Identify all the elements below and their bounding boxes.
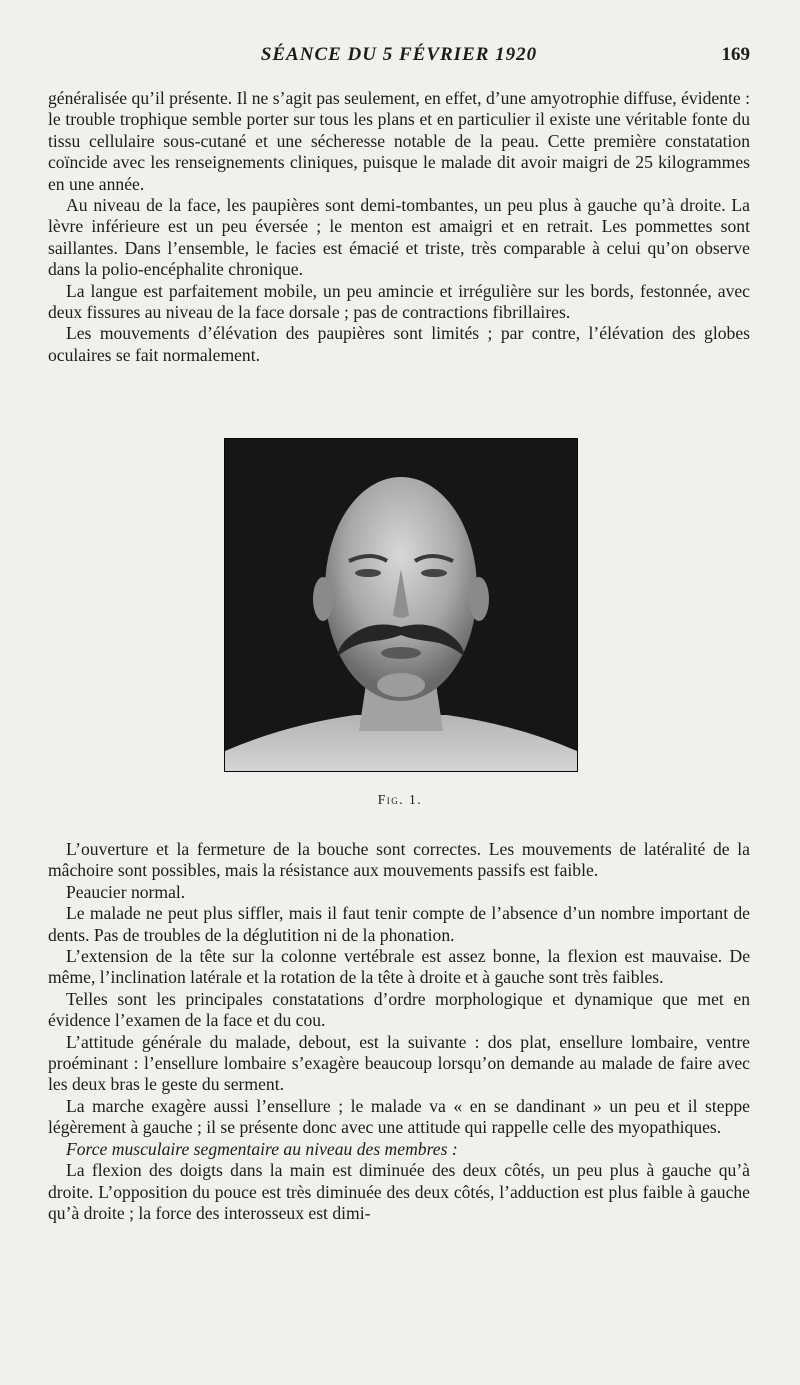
body-text-bottom [48, 839, 750, 1224]
running-title: SÉANCE DU 5 FÉVRIER 1920 [260, 44, 538, 65]
page-number: 169 [721, 44, 750, 65]
paragraph: Le malade ne peut plus siffler, mais il faut tenir compte de l’absence d’un nombre important de dents. Pas de troubles de la déglutition ni de la phonation. [48, 903, 750, 945]
paragraph: Telles sont les principales constatations d’ordre morphologique et dynamique que met en évidence l’examen de la face et du cou. [48, 988, 750, 1031]
paragraph: La langue est parfaitement mobile, un peu amincie et irrégulière sur les bords, festonnée, avec deux fissures au niveau de la face dorsale ; pas de contractions fibrillaires. [48, 280, 750, 323]
paragraph: L’extension de la tête sur la colonne vertébrale est assez bonne, la flexion est mauvaise. De même, l’inclination latérale et la rotation de la tête à droite et à gauche sont très faibles. [48, 946, 750, 988]
paragraph: La flexion des doigts dans la main est diminuée des deux côtés, un peu plus à gauche qu’à droite. L’opposition du pouce est très diminuée des deux côtés, l’adduction est plus faible à gauche qu’à droite ; la force des interosseux est dimi- [48, 1160, 750, 1223]
paragraph: généralisée qu’il présente. Il ne s’agit pas seulement, en effet, d’une amyotrophie diffuse, évidente : le trouble trophique semble porter sur tous les plans et en particulier il existe une véritable fonte du tissu cellulaire sous-cutané et une sécheresse notable de la peau. Cette première constatation coïncide avec les renseignements cliniques, puisque le malade dit avoir maigri de 25 kilogrammes en une année. [48, 88, 750, 194]
paragraph: L’ouverture et la fermeture de la bouche sont correctes. Les mouvements de latéralité de la mâchoire sont possibles, mais la résistance aux mouvements passifs est faible. [48, 839, 750, 881]
figure-1-photo [224, 438, 578, 772]
paragraph: L’attitude générale du malade, debout, est la suivante : dos plat, ensellure lombaire, ventre proéminant : l’ensellure lombaire s’exagère beaucoup lorsqu’on demande au malade de faire avec les deux bras le geste du serment. [48, 1031, 750, 1095]
page-header [48, 44, 750, 72]
body-text-top [48, 88, 750, 366]
paragraph: Les mouvements d’élévation des paupières sont limités ; par contre, l’élévation des globes oculaires se fait normalement. [48, 323, 750, 365]
section-subheading: Force musculaire segmentaire au niveau des membres : [66, 1138, 458, 1159]
paragraph: Au niveau de la face, les paupières sont demi-tombantes, un peu plus à gauche qu’à droite. La lèvre inférieure est un peu éversée ; le menton est amaigri et en retrait. Les pommettes sont saillantes. Dans l’ensemble, le facies est émacié et triste, très comparable à celui qu’on observe dans la polio-encéphalite chronique. [48, 195, 750, 280]
paragraph: La marche exagère aussi l’ensellure ; le malade va « en se dandinant » un peu et il steppe légèrement à gauche ; il se présente donc avec une attitude qui rappelle celle des myopathiques. [48, 1095, 750, 1138]
figure-caption: Fig. 1. [377, 792, 423, 807]
paragraph: Peaucier normal. [66, 881, 186, 902]
portrait-photo [225, 439, 577, 771]
